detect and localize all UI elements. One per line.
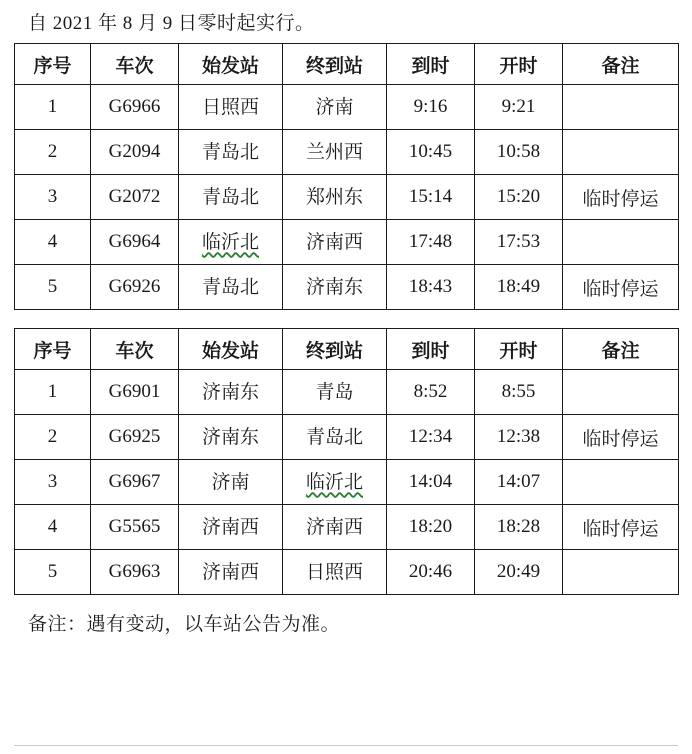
cell-no: 1 bbox=[15, 85, 91, 130]
cell-from-text: 济南西 bbox=[201, 516, 259, 538]
table-row bbox=[15, 415, 679, 460]
cell-to-text: 济南东 bbox=[305, 276, 363, 298]
cell-train: G6963 bbox=[91, 550, 179, 595]
column-header-to: 终到站 bbox=[283, 44, 387, 85]
cell-no: 3 bbox=[15, 460, 91, 505]
cell-depart: 9:21 bbox=[475, 85, 563, 130]
cell-to-text: 青岛北 bbox=[305, 426, 363, 448]
cell-to bbox=[283, 460, 387, 505]
cell-from bbox=[179, 220, 283, 265]
cell-no: 3 bbox=[15, 175, 91, 220]
cell-no: 2 bbox=[15, 415, 91, 460]
cell-depart: 12:38 bbox=[475, 415, 563, 460]
cell-train: G6926 bbox=[91, 265, 179, 310]
cell-from bbox=[179, 370, 283, 415]
cell-arrive: 20:46 bbox=[387, 550, 475, 595]
cell-from bbox=[179, 415, 283, 460]
cell-train: G5565 bbox=[91, 505, 179, 550]
cell-to-text: 济南西 bbox=[305, 231, 363, 253]
cell-from bbox=[179, 460, 283, 505]
cell-to-text: 青岛 bbox=[315, 381, 354, 403]
table-header-row bbox=[15, 44, 679, 85]
cell-note: 临时停运 bbox=[563, 505, 679, 550]
cell-from-text: 青岛北 bbox=[201, 276, 259, 298]
cell-depart: 20:49 bbox=[475, 550, 563, 595]
bottom-divider bbox=[14, 745, 678, 746]
cell-to bbox=[283, 130, 387, 175]
cell-note: 临时停运 bbox=[563, 175, 679, 220]
effective-date-note: 自 2021 年 8 月 9 日零时起实行。 bbox=[28, 13, 315, 34]
cell-from-text: 临沂北 bbox=[201, 231, 259, 253]
cell-to-text: 临沂北 bbox=[305, 471, 363, 493]
cell-train: G2072 bbox=[91, 175, 179, 220]
cell-to bbox=[283, 505, 387, 550]
table-row bbox=[15, 460, 679, 505]
table-row bbox=[15, 175, 679, 220]
cell-to-text: 济南 bbox=[315, 96, 354, 118]
cell-to bbox=[283, 85, 387, 130]
cell-no: 5 bbox=[15, 550, 91, 595]
cell-from-text: 济南东 bbox=[201, 381, 259, 403]
cell-from bbox=[179, 505, 283, 550]
cell-from bbox=[179, 550, 283, 595]
cell-to-text: 济南西 bbox=[305, 516, 363, 538]
cell-arrive: 15:14 bbox=[387, 175, 475, 220]
cell-train: G2094 bbox=[91, 130, 179, 175]
cell-depart: 18:28 bbox=[475, 505, 563, 550]
column-header-no: 序号 bbox=[15, 329, 91, 370]
cell-arrive: 18:43 bbox=[387, 265, 475, 310]
cell-depart: 14:07 bbox=[475, 460, 563, 505]
column-header-from: 始发站 bbox=[179, 329, 283, 370]
schedule-table-2 bbox=[14, 328, 679, 595]
table-row bbox=[15, 505, 679, 550]
cell-arrive: 17:48 bbox=[387, 220, 475, 265]
cell-to bbox=[283, 265, 387, 310]
cell-note: 临时停运 bbox=[563, 265, 679, 310]
cell-note bbox=[563, 85, 679, 130]
cell-no: 2 bbox=[15, 130, 91, 175]
cell-arrive: 9:16 bbox=[387, 85, 475, 130]
column-header-from: 始发站 bbox=[179, 44, 283, 85]
cell-from-text: 日照西 bbox=[201, 96, 259, 118]
cell-to bbox=[283, 415, 387, 460]
cell-arrive: 14:04 bbox=[387, 460, 475, 505]
column-header-depart: 开时 bbox=[475, 329, 563, 370]
cell-from-text: 青岛北 bbox=[201, 186, 259, 208]
cell-from-text: 济南西 bbox=[201, 561, 259, 583]
table-row bbox=[15, 85, 679, 130]
table-header-row bbox=[15, 329, 679, 370]
cell-train: G6966 bbox=[91, 85, 179, 130]
cell-train: G6901 bbox=[91, 370, 179, 415]
schedule-table-1 bbox=[14, 43, 679, 310]
cell-arrive: 12:34 bbox=[387, 415, 475, 460]
cell-train: G6964 bbox=[91, 220, 179, 265]
column-header-train: 车次 bbox=[91, 329, 179, 370]
column-header-train: 车次 bbox=[91, 44, 179, 85]
table-row bbox=[15, 220, 679, 265]
cell-note: 临时停运 bbox=[563, 415, 679, 460]
cell-no: 4 bbox=[15, 220, 91, 265]
cell-train: G6925 bbox=[91, 415, 179, 460]
cell-to-text: 日照西 bbox=[305, 561, 363, 583]
cell-note bbox=[563, 130, 679, 175]
schedule-table-1-body bbox=[15, 85, 679, 310]
table-row bbox=[15, 550, 679, 595]
column-header-to: 终到站 bbox=[283, 329, 387, 370]
cell-note bbox=[563, 370, 679, 415]
cell-depart: 8:55 bbox=[475, 370, 563, 415]
cell-arrive: 8:52 bbox=[387, 370, 475, 415]
cell-to bbox=[283, 550, 387, 595]
column-header-arrive: 到时 bbox=[387, 329, 475, 370]
cell-to-text: 郑州东 bbox=[305, 186, 363, 208]
cell-to bbox=[283, 175, 387, 220]
footer-note: 备注：遇有变动，以车站公告为准。 bbox=[28, 614, 341, 635]
column-header-note: 备注 bbox=[563, 44, 679, 85]
cell-to bbox=[283, 220, 387, 265]
cell-note bbox=[563, 550, 679, 595]
cell-to bbox=[283, 370, 387, 415]
cell-to-text: 兰州西 bbox=[305, 141, 363, 163]
column-header-arrive: 到时 bbox=[387, 44, 475, 85]
cell-from-text: 济南 bbox=[211, 471, 250, 493]
cell-arrive: 10:45 bbox=[387, 130, 475, 175]
column-header-no: 序号 bbox=[15, 44, 91, 85]
cell-depart: 17:53 bbox=[475, 220, 563, 265]
cell-no: 4 bbox=[15, 505, 91, 550]
column-header-depart: 开时 bbox=[475, 44, 563, 85]
cell-depart: 10:58 bbox=[475, 130, 563, 175]
cell-arrive: 18:20 bbox=[387, 505, 475, 550]
table-row bbox=[15, 265, 679, 310]
schedule-table-2-body bbox=[15, 370, 679, 595]
cell-train: G6967 bbox=[91, 460, 179, 505]
cell-from bbox=[179, 175, 283, 220]
cell-note bbox=[563, 220, 679, 265]
table-row bbox=[15, 370, 679, 415]
cell-from bbox=[179, 265, 283, 310]
table-row bbox=[15, 130, 679, 175]
cell-from-text: 济南东 bbox=[201, 426, 259, 448]
column-header-note: 备注 bbox=[563, 329, 679, 370]
cell-note bbox=[563, 460, 679, 505]
table-separator bbox=[14, 310, 678, 328]
cell-from bbox=[179, 130, 283, 175]
cell-depart: 15:20 bbox=[475, 175, 563, 220]
cell-no: 5 bbox=[15, 265, 91, 310]
cell-depart: 18:49 bbox=[475, 265, 563, 310]
cell-from-text: 青岛北 bbox=[201, 141, 259, 163]
cell-from bbox=[179, 85, 283, 130]
cell-no: 1 bbox=[15, 370, 91, 415]
